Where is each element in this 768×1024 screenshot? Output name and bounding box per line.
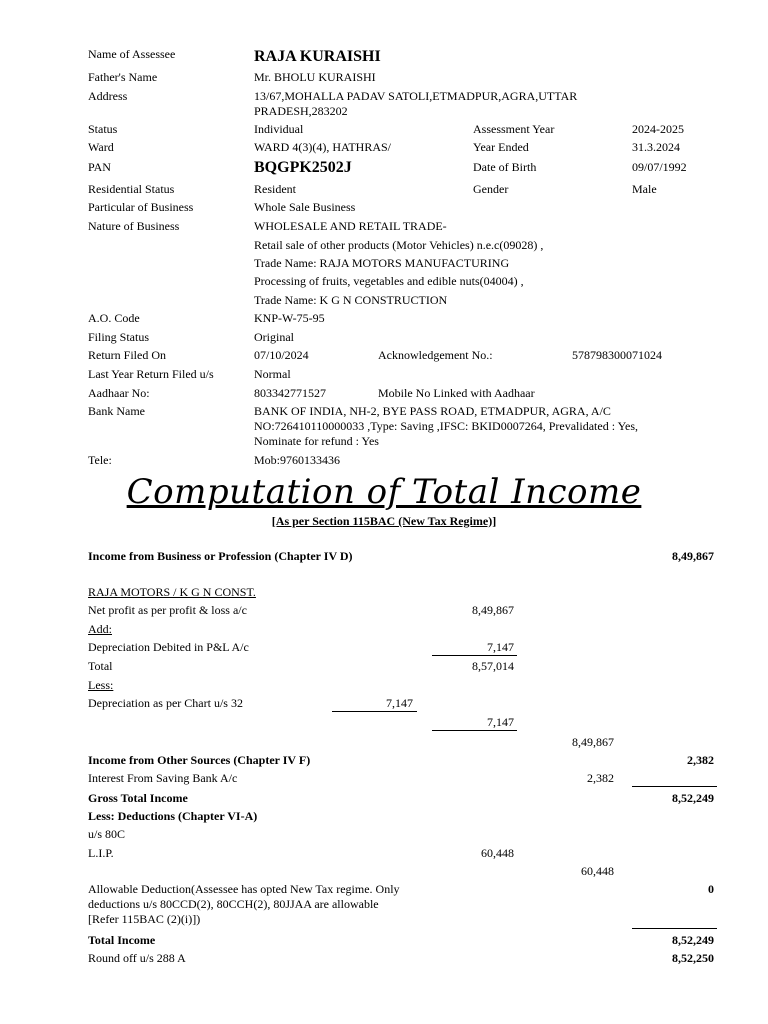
business-nature-line: Processing of fruits, vegetables and edible nuts(04004) , <box>254 274 524 288</box>
business-nature-line: Trade Name: RAJA MOTORS MANUFACTURING <box>254 256 510 270</box>
net-profit-label: Net profit as per profit & loss a/c <box>88 603 247 617</box>
business-nature-label: Nature of Business <box>88 219 180 233</box>
last-year-return-label: Last Year Return Filed u/s <box>88 367 214 381</box>
pan-label: PAN <box>88 160 111 174</box>
page-subtitle: [As per Section 115BAC (New Tax Regime)] <box>271 514 497 528</box>
business-heading: Income from Business or Profession (Chapter IV D) <box>88 549 353 563</box>
less-label: Less: <box>88 678 114 692</box>
gender-value: Male <box>632 182 657 196</box>
rule <box>632 786 717 787</box>
ward-value: WARD 4(3)(4), HATHRAS/ <box>254 140 391 154</box>
business-nature-line: Retail sale of other products (Motor Vehicles) n.e.c(09028) , <box>254 238 544 252</box>
name-value: RAJA KURAISHI <box>254 48 381 65</box>
dob-value: 09/07/1992 <box>632 160 687 174</box>
lip-sum: 60,448 <box>581 864 614 878</box>
round-off-label: Round off u/s 288 A <box>88 951 186 965</box>
allowable-line: Allowable Deduction(Assessee has opted New Tax regime. Only <box>88 882 400 896</box>
year-ended-label: Year Ended <box>473 140 529 154</box>
other-sources-heading: Income from Other Sources (Chapter IV F) <box>88 753 311 767</box>
business-total: 8,49,867 <box>672 549 714 563</box>
father-value: Mr. BHOLU KURAISHI <box>254 70 376 84</box>
gross-total-income-value: 8,52,249 <box>672 791 714 805</box>
return-filed-value: 07/10/2024 <box>254 348 309 362</box>
filing-status-value: Original <box>254 330 294 344</box>
us80c-label: u/s 80C <box>88 827 126 841</box>
dep-chart-value: 7,147 <box>386 696 413 710</box>
last-year-return-value: Normal <box>254 367 291 381</box>
rule <box>432 655 517 656</box>
aadhaar-value: 803342771527 <box>254 386 326 400</box>
pan-value: BQGPK2502J <box>254 159 352 176</box>
allowable-line: [Refer 115BAC (2)(i)]) <box>88 912 201 926</box>
address-line-1: 13/67,MOHALLA PADAV SATOLI,ETMADPUR,AGRA,UTTAR <box>254 89 578 103</box>
lip-value: 60,448 <box>481 846 514 860</box>
total-income-label: Total Income <box>88 933 156 947</box>
dep-chart-label: Depreciation as per Chart u/s 32 <box>88 696 243 710</box>
name-label: Name of Assessee <box>88 47 176 61</box>
total-label: Total <box>88 659 113 673</box>
round-off-value: 8,52,250 <box>672 951 714 965</box>
business-particular-value: Whole Sale Business <box>254 200 356 214</box>
rule <box>632 928 717 929</box>
father-label: Father's Name <box>88 70 158 84</box>
other-sources-total: 2,382 <box>687 753 714 767</box>
tele-value: Mob:9760133436 <box>254 453 341 467</box>
deductions-heading: Less: Deductions (Chapter VI-A) <box>88 809 258 823</box>
residential-status-value: Resident <box>254 182 296 196</box>
status-value: Individual <box>254 122 304 136</box>
ao-code-value: KNP-W-75-95 <box>254 311 325 325</box>
filing-status-label: Filing Status <box>88 330 150 344</box>
return-filed-label: Return Filed On <box>88 348 166 362</box>
bank-label: Bank Name <box>88 404 145 418</box>
acknowledgement-value: 578798300071024 <box>572 348 662 362</box>
year-ended-value: 31.3.2024 <box>632 140 680 154</box>
status-label: Status <box>88 122 118 136</box>
aadhaar-label: Aadhaar No: <box>88 386 150 400</box>
lip-label: L.I.P. <box>88 846 114 860</box>
bank-line: NO:726410110000033 ,Type: Saving ,IFSC: BKID0007264, Prevalidated : Yes, <box>254 419 639 433</box>
rule <box>332 711 417 712</box>
address-line-2: PRADESH,283202 <box>254 104 348 118</box>
page-title: Computation of Total Income <box>126 472 642 512</box>
business-nature-line: WHOLESALE AND RETAIL TRADE- <box>254 219 447 233</box>
tele-label: Tele: <box>88 453 112 467</box>
total-value: 8,57,014 <box>472 659 514 673</box>
net-profit-value: 8,49,867 <box>472 603 514 617</box>
ao-code-label: A.O. Code <box>88 311 140 325</box>
business-net: 8,49,867 <box>572 735 614 749</box>
assessment-year-value: 2024-2025 <box>632 122 684 136</box>
gender-label: Gender <box>473 182 509 196</box>
address-label: Address <box>88 89 128 103</box>
ward-label: Ward <box>88 140 114 154</box>
rule <box>432 730 517 731</box>
bank-line: Nominate for refund : Yes <box>254 434 379 448</box>
business-nature-line: Trade Name: K G N CONSTRUCTION <box>254 293 448 307</box>
dep-debited-label: Depreciation Debited in P&L A/c <box>88 640 249 654</box>
gross-total-income-label: Gross Total Income <box>88 791 188 805</box>
assessment-year-label: Assessment Year <box>473 122 555 136</box>
business-particular-label: Particular of Business <box>88 200 194 214</box>
residential-status-label: Residential Status <box>88 182 175 196</box>
add-label: Add: <box>88 622 112 636</box>
mobile-linked-label: Mobile No Linked with Aadhaar <box>378 386 535 400</box>
total-income-value: 8,52,249 <box>672 933 714 947</box>
dob-label: Date of Birth <box>473 160 537 174</box>
bank-line: BANK OF INDIA, NH-2, BYE PASS ROAD, ETMADPUR, AGRA, A/C <box>254 404 611 418</box>
interest-value: 2,382 <box>587 771 614 785</box>
dep-chart-sum: 7,147 <box>487 715 514 729</box>
interest-label: Interest From Saving Bank A/c <box>88 771 238 785</box>
allowable-line: deductions u/s 80CCD(2), 80CCH(2), 80JJAA are allowable <box>88 897 379 911</box>
allowable-value: 0 <box>708 882 714 896</box>
dep-debited-value: 7,147 <box>487 640 514 654</box>
acknowledgement-label: Acknowledgement No.: <box>378 348 493 362</box>
firm-name: RAJA MOTORS / K G N CONST. <box>88 585 256 599</box>
